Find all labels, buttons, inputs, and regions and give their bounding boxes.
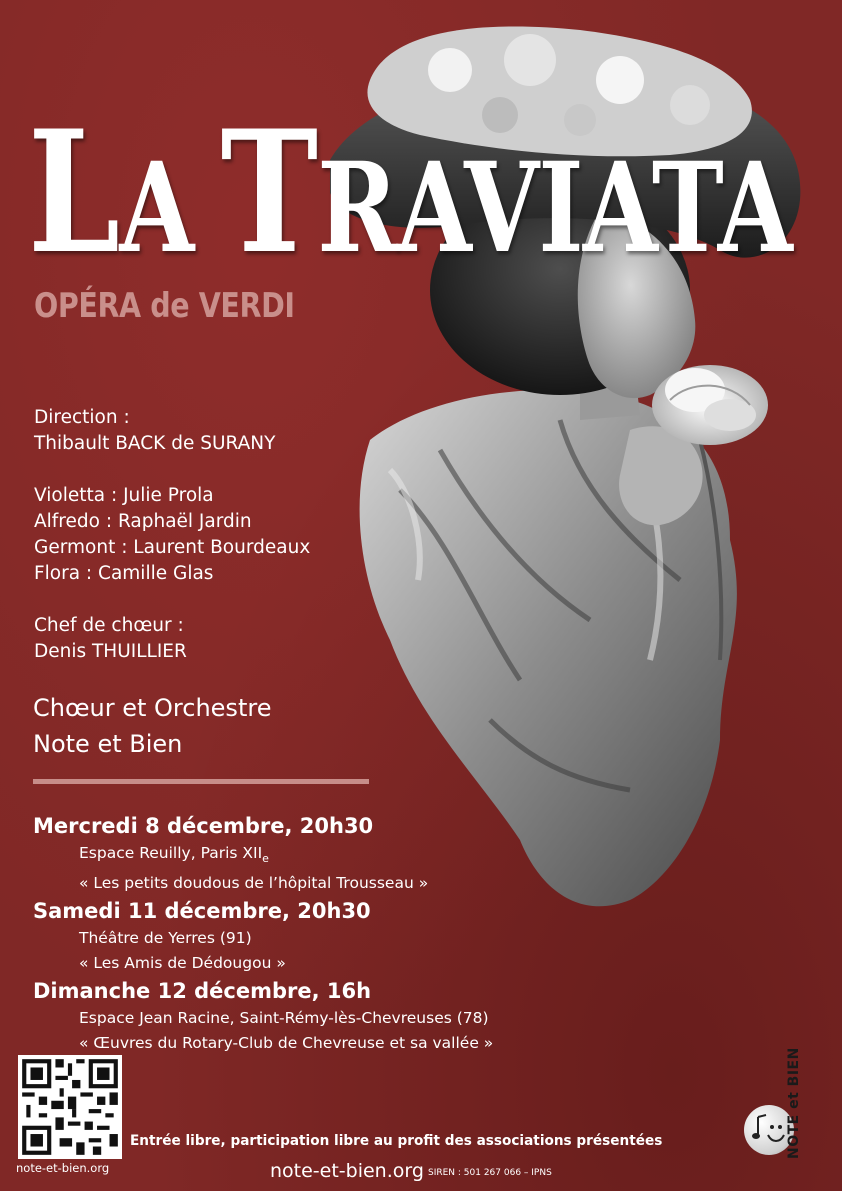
- choir-line-2: Note et Bien: [33, 730, 183, 758]
- entry-note: Entrée libre, participation libre au profit des associations présentées: [130, 1133, 663, 1149]
- direction-label: Direction :: [34, 407, 130, 428]
- website-link[interactable]: note-et-bien.org: [270, 1160, 424, 1182]
- logo-text: NOTE et BIEN: [786, 1047, 802, 1159]
- cast-item: Alfredo : Raphaël Jardin: [34, 511, 252, 532]
- qr-label: note-et-bien.org: [16, 1161, 110, 1175]
- chorus-master-label: Chef de chœur :: [34, 615, 184, 636]
- credits: [34, 405, 354, 665]
- divider: [33, 779, 369, 784]
- cast-item: Germont : Laurent Bourdeaux: [34, 537, 311, 558]
- direction-name: Thibault BACK de SURANY: [34, 433, 276, 454]
- event-charity: « Œuvres du Rotary-Club de Chevreuse et sa vallée »: [79, 1034, 494, 1053]
- chorus-master-name: Denis THUILLIER: [34, 641, 187, 662]
- event-charity: « Les petits doudous de l’hôpital Trousseau »: [79, 874, 429, 893]
- event-date: Mercredi 8 décembre, 20h30: [33, 814, 374, 838]
- event-charity: « Les Amis de Dédougou »: [79, 954, 286, 973]
- qr-code-icon[interactable]: [18, 1055, 122, 1159]
- event-venue: Théâtre de Yerres (91): [79, 929, 252, 948]
- event: [33, 976, 593, 1056]
- event-venue: Espace Reuilly, Paris $XII_e$: [79, 844, 269, 866]
- event: [33, 811, 593, 896]
- poster-subtitle: OPÉRA de VERDI: [34, 286, 295, 326]
- choir-orchestra: [33, 690, 363, 762]
- events-list: [33, 811, 593, 1056]
- event-venue: Espace Jean Racine, Saint-Rémy-lès-Chevreuses (78): [79, 1009, 489, 1028]
- event-date: Dimanche 12 décembre, 16h: [33, 979, 372, 1004]
- event-date: Samedi 11 décembre, 20h30: [33, 899, 371, 924]
- cast-item: Flora : Camille Glas: [34, 563, 214, 584]
- title-la: LA: [28, 93, 194, 291]
- venue-suffix: e: [262, 852, 269, 866]
- poster-title: [28, 93, 793, 291]
- event: [33, 896, 593, 976]
- siren-number: SIREN : 501 267 066 – IPNS: [428, 1168, 552, 1178]
- title-traviata: TRAVIATA: [220, 93, 793, 291]
- choir-line-1: Chœur et Orchestre: [33, 694, 272, 722]
- cast-item: Violetta : Julie Prola: [34, 485, 214, 506]
